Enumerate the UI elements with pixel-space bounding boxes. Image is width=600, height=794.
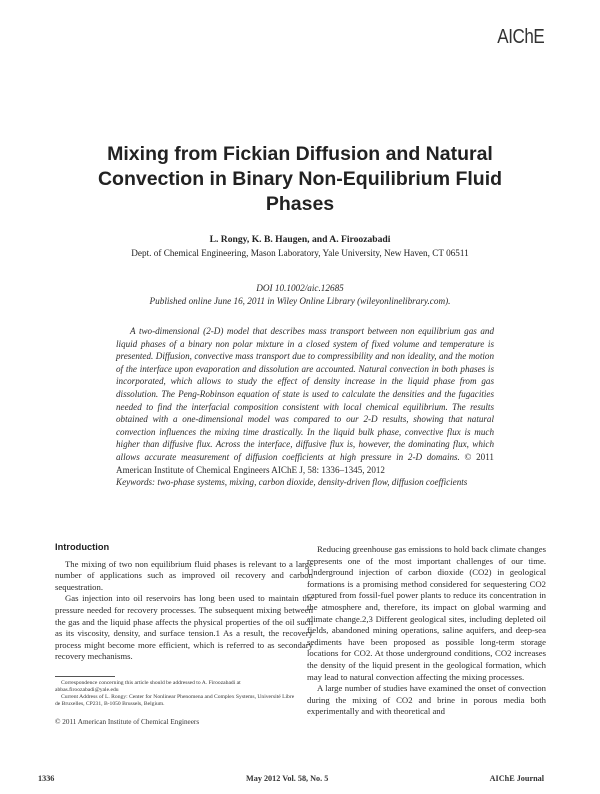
- issue-info: May 2012 Vol. 58, No. 5: [246, 774, 329, 783]
- affiliation: Dept. of Chemical Engineering, Mason Laboratory, Yale University, New Haven, CT 06511: [131, 248, 469, 258]
- footnotes: [55, 680, 298, 708]
- doi-line: DOI 10.1002/aic.12685: [256, 283, 344, 293]
- title-line: Mixing from Fickian Diffusion and Natural: [107, 143, 493, 165]
- body-paragraph: The mixing of two non equilibrium fluid phases is relevant to a large number of applications such as improved oil recovery and carbon sequestration.: [55, 558, 313, 592]
- section-heading: Introduction: [55, 542, 110, 552]
- footnote-divider: [55, 676, 115, 677]
- left-column: [55, 542, 313, 663]
- title-line: Convection in Binary Non-Equilibrium Fluid: [97, 168, 503, 190]
- abstract-copyright: © 2011 American Institute of Chemical Engineers AIChE J, 58: 1336–1345, 2012: [116, 451, 494, 475]
- body-paragraph: Gas injection into oil reservoirs has long been used to maintain the pressure needed for recovery processes. The subsequent mixing between the gas and the liquid phase affects the physical properties of the oil such as its viscosity, density, and surface tension.1 As a result, the recovery process might become more efficient, which is referred to as secondary recovery mechanisms.: [55, 593, 313, 662]
- keywords: Keywords: two-phase systems, mixing, carbon dioxide, density-driven flow, diffusion coefficients: [116, 477, 468, 488]
- footnote-correspondence: Correspondence concerning this article should be addressed to A. Firoozabadi at abbas.firoozabadi@yale.edu: [55, 680, 241, 693]
- body-paragraph: A large number of studies have examined the onset of convection during the mixing of CO2 and brine in porous media both experimentally and with theoretical and: [307, 683, 546, 717]
- title-line: Phases: [265, 193, 335, 215]
- footnote-address: Current Address of L. Rongy: Center for Nonlinear Phenomena and Complex Systems, Université Libre de Bruxelles, CP231, B-1050 Brussels, Belgium.: [55, 694, 295, 707]
- copyright-note: © 2011 American Institute of Chemical Engineers: [55, 718, 200, 726]
- page-number: 1336: [38, 774, 55, 783]
- right-column: [307, 544, 546, 718]
- journal-logo: AIChE: [496, 26, 544, 48]
- body-paragraph: Reducing greenhouse gas emissions to hold back climate changes represents one of the most important challenges of our time. Underground injection of carbon dioxide (CO2) in geological formations is a promising method considered for sequestering CO2 captured from fossil-fuel power plants to reduce its concentration in the atmosphere and, therefore, its impact on global warming and climate change.2,3 Different geological sites, including depleted oil fields, abandoned mining operations, saline aquifers, and deep-sea sediments have been proposed as possible long-term storage locations for CO2. At those underground conditions, CO2 increases the density of the liquid present in the geological formation, which may lead to natural convection affecting the mixing processes.: [307, 544, 546, 682]
- journal-name: AIChE Journal: [489, 774, 544, 783]
- abstract-text: A two-dimensional (2-D) model that describes mass transport between non equilibrium gas and liquid phases of a binary non polar mixture in a closed system of fixed volume and temperature is presented. Diffusion, convective mass transport due to compressibility and non ideality, and the motion of the interface upon evaporation and dissolution are accounted. Natural convection in both phases is incorporated, which allows to study the effect of density increase in the liquid phase from gas dissolution. The Peng-Robinson equation of state is used to calculate the densities and the fugacities needed to find the interfacial composition consistent with local chemical equilibrium. The results obtained with a one-dimensional model was compared to our 2-D results, showing that natural convection influences the mixing time drastically. In the liquid bulk phase, convective flux is much higher than diffusive flux. Across the interface, diffusive flux is, however, the dominating flux, which allows accurate measurement of diffusion coefficients at high pressure in 2-D domains. © 2011 American Institute of Chemical Engineers AIChE J, 58: 1336–1345, 2012: [116, 326, 494, 475]
- author-list: L. Rongy, K. B. Haugen, and A. Firoozabadi: [209, 234, 391, 245]
- published-line: Published online June 16, 2011 in Wiley Online Library (wileyonlinelibrary.com).: [149, 296, 451, 306]
- article-title: [60, 142, 540, 217]
- abstract: [116, 325, 494, 489]
